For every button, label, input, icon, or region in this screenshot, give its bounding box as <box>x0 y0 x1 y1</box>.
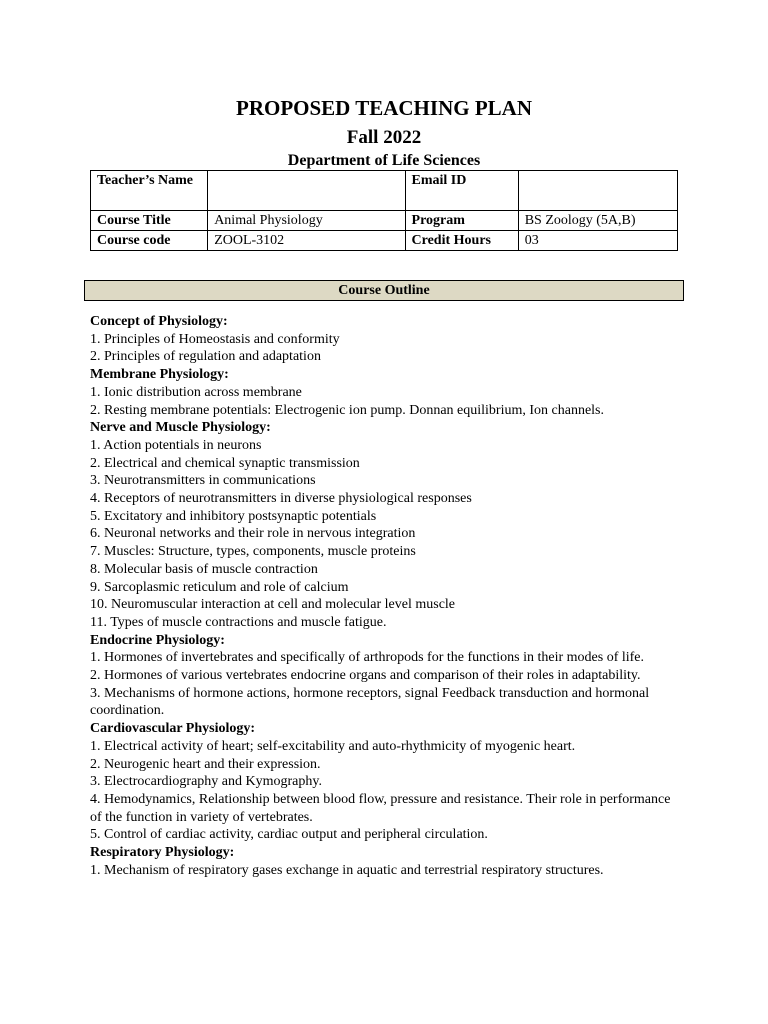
teacher-name-value <box>208 171 405 211</box>
list-item: 3. Neurotransmitters in communications <box>90 473 316 489</box>
email-label: Email ID <box>405 171 518 211</box>
course-info-table <box>90 170 678 251</box>
section-title: Concept of Physiology: <box>90 314 228 329</box>
list-item: 2. Principles of regulation and adaptation <box>90 349 321 365</box>
list-item: 1. Action potentials in neurons <box>90 437 262 453</box>
section-title: Cardiovascular Physiology: <box>90 721 256 737</box>
course-outline-heading: Course Outline <box>84 280 684 301</box>
course-code-value: ZOOL-3102 <box>208 231 405 251</box>
course-title-value: Animal Physiology <box>208 211 405 231</box>
list-item: 1. Principles of Homeostasis and conformity <box>90 331 340 347</box>
program-label: Program <box>405 211 518 231</box>
list-item: 1. Electrical activity of heart; self-excitability and auto-rhythmicity of myogenic heart. <box>90 738 576 754</box>
section-title: Membrane Physiology: <box>90 367 229 383</box>
teacher-name-label: Teacher’s Name <box>91 171 208 211</box>
section-title: Respiratory Physiology: <box>90 845 235 861</box>
document-title: PROPOSED TEACHING PLAN <box>236 96 532 120</box>
credit-hours-label: Credit Hours <box>405 231 518 251</box>
table-row <box>91 211 678 231</box>
section-title: Endocrine Physiology: <box>90 632 225 648</box>
list-item: 4. Receptors of neurotransmitters in diverse physiological responses <box>90 491 472 507</box>
email-value <box>518 171 677 211</box>
list-item: 2. Hormones of various vertebrates endocrine organs and comparison of their roles in adaptability. <box>90 668 641 684</box>
list-item: 3. Electrocardiography and Kymography. <box>90 774 322 790</box>
list-item: 5. Excitatory and inhibitory postsynaptic potentials <box>90 508 377 524</box>
list-item: 8. Molecular basis of muscle contraction <box>90 561 318 577</box>
list-item: 11. Types of muscle contractions and muscle fatigue. <box>90 614 387 630</box>
list-item: 1. Ionic distribution across membrane <box>90 384 302 400</box>
course-outline-content <box>90 313 680 880</box>
list-item: 2. Resting membrane potentials: Electrogenic ion pump. Donnan equilibrium, Ion channels. <box>90 402 604 418</box>
program-value: BS Zoology (5A,B) <box>518 211 677 231</box>
list-item: 1. Hormones of invertebrates and specifically of arthropods for the functions in their modes of life. <box>90 650 645 666</box>
list-item: 1. Mechanism of respiratory gases exchange in aquatic and terrestrial respiratory structures. <box>90 862 604 878</box>
document-term: Fall 2022 <box>346 127 422 148</box>
list-item: 3. Mechanisms of hormone actions, hormone receptors, signal Feedback transduction and hormonal coordination. <box>90 685 650 719</box>
department-name: Department of Life Sciences <box>287 152 481 169</box>
table-row <box>91 231 678 251</box>
credit-hours-value: 03 <box>518 231 677 251</box>
list-item: 9. Sarcoplasmic reticulum and role of calcium <box>90 579 349 595</box>
list-item: 6. Neuronal networks and their role in nervous integration <box>90 526 416 542</box>
list-item: 2. Neurogenic heart and their expression. <box>90 756 321 772</box>
list-item: 7. Muscles: Structure, types, components, muscle proteins <box>90 544 416 560</box>
list-item: 5. Control of cardiac activity, cardiac output and peripheral circulation. <box>90 827 488 843</box>
section-title: Nerve and Muscle Physiology: <box>90 420 271 436</box>
list-item: 4. Hemodynamics, Relationship between blood flow, pressure and resistance. Their role in performance of the function in variety of vertebrates. <box>90 791 671 825</box>
list-item: 2. Electrical and chemical synaptic transmission <box>90 455 360 471</box>
course-title-label: Course Title <box>91 211 208 231</box>
table-row <box>91 171 678 211</box>
course-code-label: Course code <box>91 231 208 251</box>
list-item: 10. Neuromuscular interaction at cell and molecular level muscle <box>90 597 456 613</box>
